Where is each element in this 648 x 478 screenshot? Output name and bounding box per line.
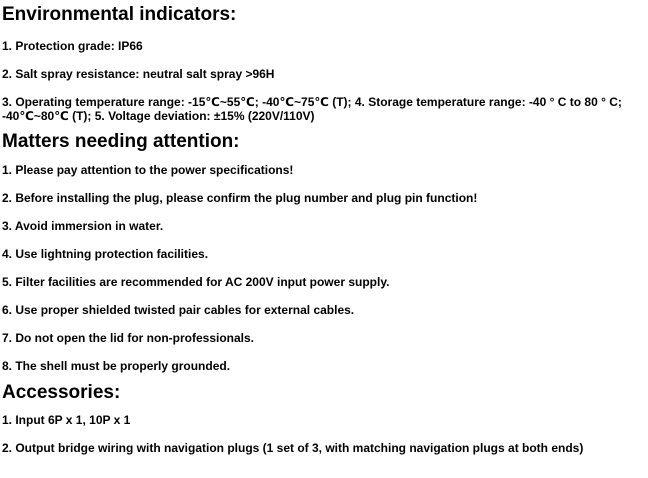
section-environmental-indicators [2,39,646,123]
section-accessories [2,413,646,455]
list-item: 3. Operating temperature range: -15℃~55℃; -40℃~75℃ (T); 4. Storage temperature range: -40 ° C to 80 ° C; -40℃~80℃ (T); 5. Voltage deviation: ±15% (220V/110V) [2,95,622,123]
list-item: 8. The shell must be properly grounded. [2,359,231,373]
list-item: 5. Filter facilities are recommended for AC 200V input power supply. [2,275,390,289]
list-item: 7. Do not open the lid for non-professionals. [2,331,254,345]
list-item: 2. Salt spray resistance: neutral salt spray >96H [2,67,275,81]
list-item: 4. Use lightning protection facilities. [2,247,209,261]
list-item: 6. Use proper shielded twisted pair cables for external cables. [2,303,355,317]
list-item: 3. Avoid immersion in water. [2,219,164,233]
section-heading-accessories: Accessories: [2,382,121,403]
list-item: 1. Protection grade: IP66 [2,39,143,53]
list-item: 2. Before installing the plug, please confirm the plug number and plug pin function! [2,191,478,205]
list-item: 1. Please pay attention to the power specifications! [2,163,294,177]
section-heading-matters-needing-attention: Matters needing attention: [2,131,240,152]
section-matters-needing-attention [2,163,646,373]
list-item: 2. Output bridge wiring with navigation plugs (1 set of 3, with matching navigation plugs at both ends) [2,441,584,455]
list-item: 1. Input 6P x 1, 10P x 1 [2,413,131,427]
section-heading-environmental-indicators: Environmental indicators: [2,4,237,25]
